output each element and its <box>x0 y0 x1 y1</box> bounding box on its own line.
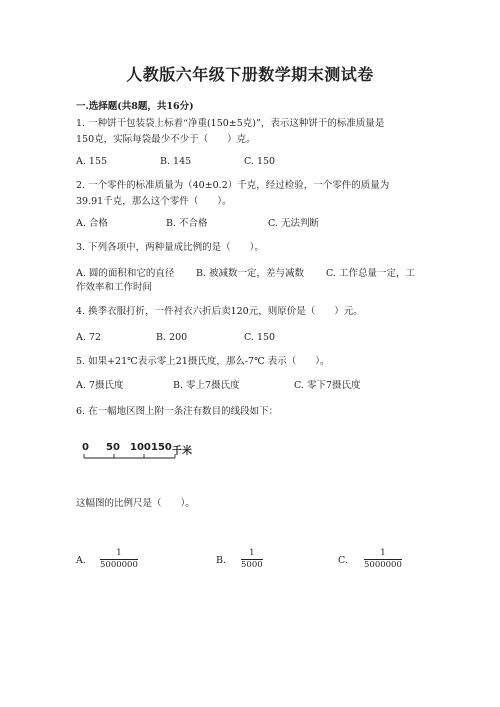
scale-label-100: 100 <box>130 442 151 453</box>
scale-label-50: 50 <box>106 442 120 453</box>
question-2-option-b[interactable]: B. 不合格 <box>166 218 208 229</box>
question-5-option-a[interactable]: A. 7摄氏度 <box>76 380 124 391</box>
fraction-denominator: 5000000 <box>100 560 138 570</box>
question-5 <box>76 354 426 370</box>
scale-unit-label: 千米 <box>172 446 192 457</box>
question-4-option-b[interactable]: B. 200 <box>156 332 188 343</box>
question-1-line-2: 150克，实际每袋最少不少于（ ）克。 <box>76 134 256 145</box>
question-6-option-a-letter[interactable]: A. <box>76 555 86 566</box>
question-6 <box>76 404 426 420</box>
question-2-option-a[interactable]: A. 合格 <box>76 218 108 229</box>
question-1-option-a[interactable]: A. 155 <box>76 156 108 167</box>
scale-label-150: 150 <box>151 442 172 453</box>
question-5-option-b[interactable]: B. 零上7摄氏度 <box>173 380 240 391</box>
question-6-option-b-fraction[interactable] <box>241 548 263 571</box>
question-6-option-c-fraction[interactable] <box>364 548 402 571</box>
question-3-option-c-continued: 作效率和工作时间 <box>76 282 153 293</box>
question-6-prompt <box>76 496 426 512</box>
section-heading: 一.选择题(共8题，共16分) <box>76 101 194 112</box>
question-2-line-2: 39.91千克，那么这个零件（ ）。 <box>76 196 232 207</box>
question-4 <box>76 304 426 320</box>
question-2-option-c[interactable]: C. 无法判断 <box>268 218 319 229</box>
question-6-option-a-fraction[interactable] <box>100 548 138 571</box>
fraction-denominator: 5000000 <box>364 560 402 570</box>
question-3-option-a[interactable]: A. 圆的面积和它的直径 <box>76 268 175 279</box>
question-5-option-c[interactable]: C. 零下7摄氏度 <box>294 380 361 391</box>
question-2-line-1: 2. 一个零件的标准质量为（40±0.2）千克，经过检验，一个零件的质量为 <box>76 180 390 191</box>
scale-label-0: 0 <box>82 442 89 453</box>
question-1 <box>76 116 426 148</box>
question-1-option-b[interactable]: B. 145 <box>160 156 192 167</box>
question-1-line-1: 1. 一种饼干包装袋上标着“净重(150±5克)”，表示这种饼干的标准质量是 <box>76 118 385 129</box>
question-3-option-c[interactable]: C. 工作总量一定，工 <box>326 268 415 279</box>
page-title: 人教版六年级下册数学期末测试卷 <box>126 65 374 84</box>
question-3-option-b[interactable]: B. 被减数一定，差与减数 <box>196 268 305 279</box>
fraction-numerator: 1 <box>249 548 255 558</box>
question-4-line-1: 4. 换季衣服打折，一件衬衣六折后卖120元，则原价是（ ）元。 <box>76 306 363 317</box>
fraction-numerator: 1 <box>116 548 122 558</box>
question-5-line-1: 5. 如果+21℃表示零上21摄氏度，那么-7℃ 表示（ ）。 <box>76 356 330 367</box>
question-4-option-c[interactable]: C. 150 <box>244 332 276 343</box>
question-6-option-b-letter[interactable]: B. <box>216 555 227 566</box>
question-6-option-c-letter[interactable]: C. <box>338 555 348 566</box>
question-3-line-1: 3. 下列各项中，两种量成比例的是（ ）。 <box>76 242 264 253</box>
question-6-line-1: 6. 在一幅地区图上附一条注有数目的线段如下： <box>76 406 279 417</box>
question-6-line-2: 这幅图的比例尺是（ ）。 <box>76 498 195 509</box>
question-2 <box>76 178 426 210</box>
fraction-denominator: 5000 <box>241 560 263 570</box>
question-4-option-a[interactable]: A. 72 <box>76 332 101 343</box>
question-3 <box>76 240 426 256</box>
fraction-numerator: 1 <box>380 548 386 558</box>
question-1-option-c[interactable]: C. 150 <box>244 156 276 167</box>
